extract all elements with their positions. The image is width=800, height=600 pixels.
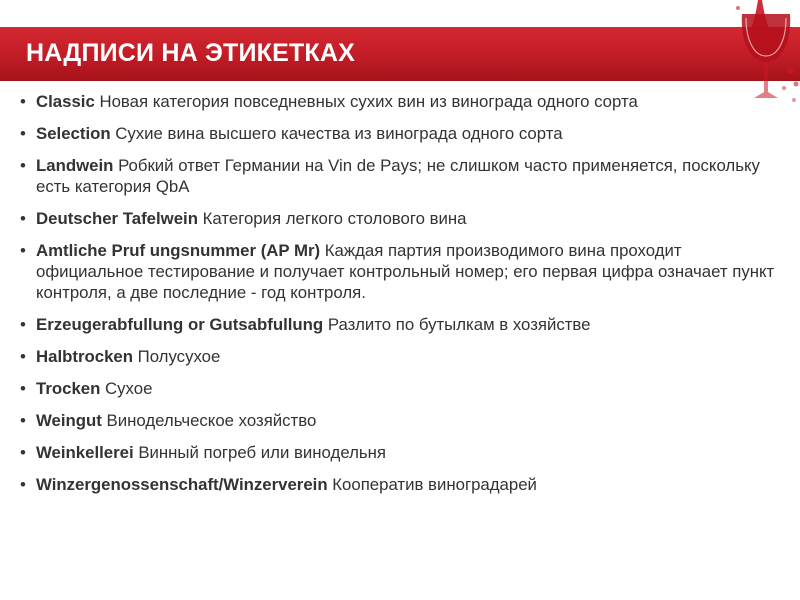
- term-label: Selection: [36, 124, 111, 143]
- term-label: Halbtrocken: [36, 347, 133, 366]
- bullet-icon: •: [20, 347, 26, 366]
- term-label: Erzeugerabfullung or Gutsabfullung: [36, 315, 324, 334]
- bullet-icon: •: [20, 209, 26, 228]
- term-label: Trocken: [36, 379, 101, 398]
- list-item: [18, 240, 788, 303]
- bullet-icon: •: [20, 379, 26, 398]
- title-bar: [0, 27, 800, 81]
- list-item: [18, 155, 788, 197]
- term-description: Кооператив виноградарей: [332, 475, 537, 494]
- term-label: Winzergenossenschaft/Winzerverein: [36, 475, 328, 494]
- list-item: [18, 410, 788, 431]
- term-label: Classic: [36, 92, 95, 111]
- page-title: НАДПИСИ НА ЭТИКЕТКАХ: [26, 39, 356, 67]
- term-description: Робкий ответ Германии на Vin de Pays; не слишком часто применяется, поскольку есть категория QbA: [36, 156, 760, 196]
- list-item: [18, 378, 788, 399]
- bullet-icon: •: [20, 475, 26, 494]
- term-description: Новая категория повседневных сухих вин из винограда одного сорта: [99, 92, 638, 111]
- list-item: [18, 123, 788, 144]
- bullet-icon: •: [20, 241, 26, 260]
- term-description: Каждая партия производимого вина проходит официальное тестирование и получает контрольный номер; его первая цифра означает пункт контроля, а две последние - год контроля.: [36, 241, 775, 302]
- term-description: Сухое: [105, 379, 153, 398]
- term-list: [18, 91, 788, 506]
- term-label: Weinkellerei: [36, 443, 134, 462]
- bullet-icon: •: [20, 315, 26, 334]
- term-label: Amtliche Pruf ungsnummer (AP Mr): [36, 241, 321, 260]
- list-item: [18, 91, 788, 112]
- term-label: Landwein: [36, 156, 114, 175]
- list-item: [18, 314, 788, 335]
- term-label: Weingut: [36, 411, 102, 430]
- bullet-icon: •: [20, 124, 26, 143]
- bullet-icon: •: [20, 156, 26, 175]
- list-item: [18, 442, 788, 463]
- list-item: [18, 346, 788, 367]
- term-description: Винодельческое хозяйство: [106, 411, 317, 430]
- term-description: Разлито по бутылкам в хозяйстве: [327, 315, 591, 334]
- term-description: Сухие вина высшего качества из винограда одного сорта: [115, 124, 563, 143]
- list-item: [18, 208, 788, 229]
- term-description: Категория легкого столового вина: [202, 209, 467, 228]
- list-item: [18, 474, 788, 495]
- bullet-icon: •: [20, 92, 26, 111]
- term-description: Винный погреб или винодельня: [138, 443, 386, 462]
- bullet-icon: •: [20, 443, 26, 462]
- bullet-icon: •: [20, 411, 26, 430]
- term-description: Полусухое: [137, 347, 221, 366]
- term-label: Deutscher Tafelwein: [36, 209, 198, 228]
